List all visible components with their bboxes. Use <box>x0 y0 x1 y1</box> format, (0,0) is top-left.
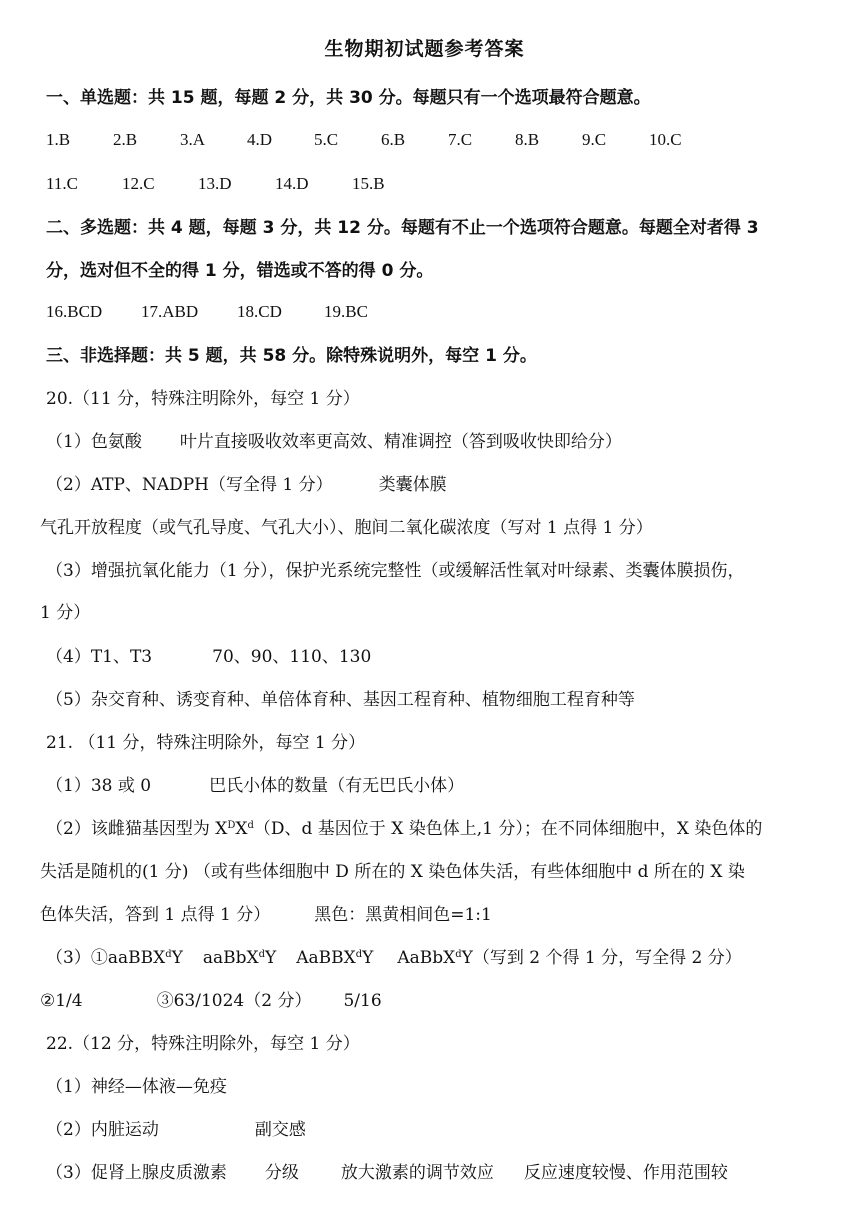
answer-13: 13.D <box>198 174 232 193</box>
section-2-header-line-2: 分，选对但不全的得 1 分，错选或不答的得 0 分。 <box>46 261 434 281</box>
q21-answer-1b: 巴氏小体的数量（有无巴氏小体） <box>209 776 465 796</box>
q20-answer-2a: （2）ATP、NADPH（写全得 1 分） <box>46 475 333 495</box>
q22-answer-3b: 分级 <box>264 1163 299 1183</box>
q21-answer-3-part-2: ②1/4 <box>40 991 83 1011</box>
genotype-2: aaBbX$^d$Y <box>202 948 277 968</box>
answer-6: 6.B <box>381 130 406 149</box>
q22-answer-2 <box>46 1118 306 1142</box>
answer-1: 1.B <box>46 130 71 149</box>
answer-18: 18.CD <box>237 302 282 321</box>
q21-heading: 21. （11 分，特殊注明除外，每空 1 分） <box>46 733 366 753</box>
q21-answer-1a: （1）38 或 0 <box>46 776 152 796</box>
q21-answer-2-line-2: 失活是随机的(1 分) （或有些体细胞中 D 所在的 X 染色体失活，有些体细胞中 d 所在的 X 染 <box>40 862 745 882</box>
q20-answer-5: （5）杂交育种、诱变育种、单倍体育种、基因工程育种、植物细胞工程育种等 <box>46 690 635 710</box>
q22-answer-3c: 放大激素的调节效应 <box>340 1163 494 1183</box>
page-title: 生物期初试题参考答案 <box>324 38 525 60</box>
q21-answer-2-text: 色体失活，答到 1 点得 1 分） <box>40 905 271 925</box>
q20-answer-4 <box>46 645 371 669</box>
q20-answer-1a: （1）色氨酸 <box>46 432 142 452</box>
q21-answer-1 <box>46 774 464 798</box>
q22-answer-2a: （2）内脏运动 <box>46 1120 159 1140</box>
x-chromosome: X <box>235 819 248 839</box>
q22-answer-3 <box>46 1161 728 1185</box>
answer-8: 8.B <box>515 130 540 149</box>
genotype-3: AaBBX$^d$Y <box>296 948 374 968</box>
q21-answer-2-line-1 <box>46 817 762 841</box>
answer-11: 11.C <box>46 174 78 193</box>
genotype-4: AaBbX$^d$Y <box>397 948 473 968</box>
q21-answer-3-part-4: 5/16 <box>343 991 382 1011</box>
allele-superscript: D <box>227 820 236 831</box>
q20-answer-2b: 类囊体膜 <box>378 475 447 495</box>
q21-answer-2-text: （D、d 基因位于 X 染色体上,1 分）；在不同体细胞中，X 染色体的 <box>253 819 763 839</box>
answer-16: 16.BCD <box>46 302 103 321</box>
genotype-1: aaBBX$^d$Y <box>107 948 183 968</box>
answer-14: 14.D <box>275 174 309 193</box>
q21-answer-2-text: （2）该雌猫基因型为 X <box>46 819 228 839</box>
q20-answer-3-line-1: （3）增强抗氧化能力（1 分），保护光系统完整性（或缓解活性氧对叶绿素、类囊体膜损伤， <box>46 561 745 581</box>
section-1-header: 一、单选题：共 15 题，每题 2 分，共 30 分。每题只有一个选项最符合题意。 <box>46 88 651 108</box>
q22-answer-1: （1）神经—体液—免疫 <box>46 1077 227 1097</box>
allele-superscript: d <box>247 820 254 831</box>
q21-answer-2-ratio: 黑色：黑黄相间色=1:1 <box>314 905 492 925</box>
answer-12: 12.C <box>122 174 155 193</box>
q22-answer-3a: （3）促肾上腺皮质激素 <box>46 1163 227 1183</box>
q21-answer-3-part-3: ③63/1024（2 分） <box>156 991 312 1011</box>
answer-9: 9.C <box>582 130 607 149</box>
answer-19: 19.BC <box>324 302 368 321</box>
q21-answer-3-label: （3）① <box>46 948 108 968</box>
section-2-header-line-1: 二、多选题：共 4 题，每题 3 分，共 12 分。每题有不止一个选项符合题意。每题全对者得 3 <box>46 218 759 238</box>
answer-17: 17.ABD <box>141 302 199 321</box>
q22-answer-3d: 反应速度较慢、作用范围较 <box>523 1163 728 1183</box>
q22-answer-2b: 副交感 <box>254 1120 306 1140</box>
answer-2: 2.B <box>113 130 138 149</box>
answer-7: 7.C <box>448 130 473 149</box>
q21-answer-3-line-2 <box>40 989 382 1013</box>
section-3-header: 三、非选择题：共 5 题，共 58 分。除特殊说明外，每空 1 分。 <box>46 346 537 366</box>
q22-heading: 22.（12 分，特殊注明除外，每空 1 分） <box>46 1034 360 1054</box>
answer-3: 3.A <box>180 130 206 149</box>
q21-answer-3-line-1 <box>46 946 742 970</box>
q20-answer-2c: 气孔开放程度（或气孔导度、气孔大小）、胞间二氧化碳浓度（写对 1 点得 1 分） <box>40 518 653 538</box>
answer-4: 4.D <box>247 130 273 149</box>
q20-answer-4a: （4）T1、T3 <box>46 647 153 667</box>
q20-answer-2 <box>46 473 447 497</box>
q20-answer-1b: 叶片直接吸收效率更高效、精准调控（答到吸收快即给分） <box>179 432 622 452</box>
q20-answer-3-line-2: 1 分） <box>40 603 91 623</box>
q20-answer-4b: 70、90、110、130 <box>212 647 372 667</box>
q20-heading: 20.（11 分，特殊注明除外，每空 1 分） <box>46 389 360 409</box>
q21-answer-2-line-3 <box>40 903 492 927</box>
q21-answer-3-note: （写到 2 个得 1 分，写全得 2 分） <box>472 948 742 968</box>
q20-answer-1 <box>46 430 622 454</box>
answer-10: 10.C <box>649 130 682 149</box>
answer-5: 5.C <box>314 130 339 149</box>
answer-15: 15.B <box>352 174 385 193</box>
